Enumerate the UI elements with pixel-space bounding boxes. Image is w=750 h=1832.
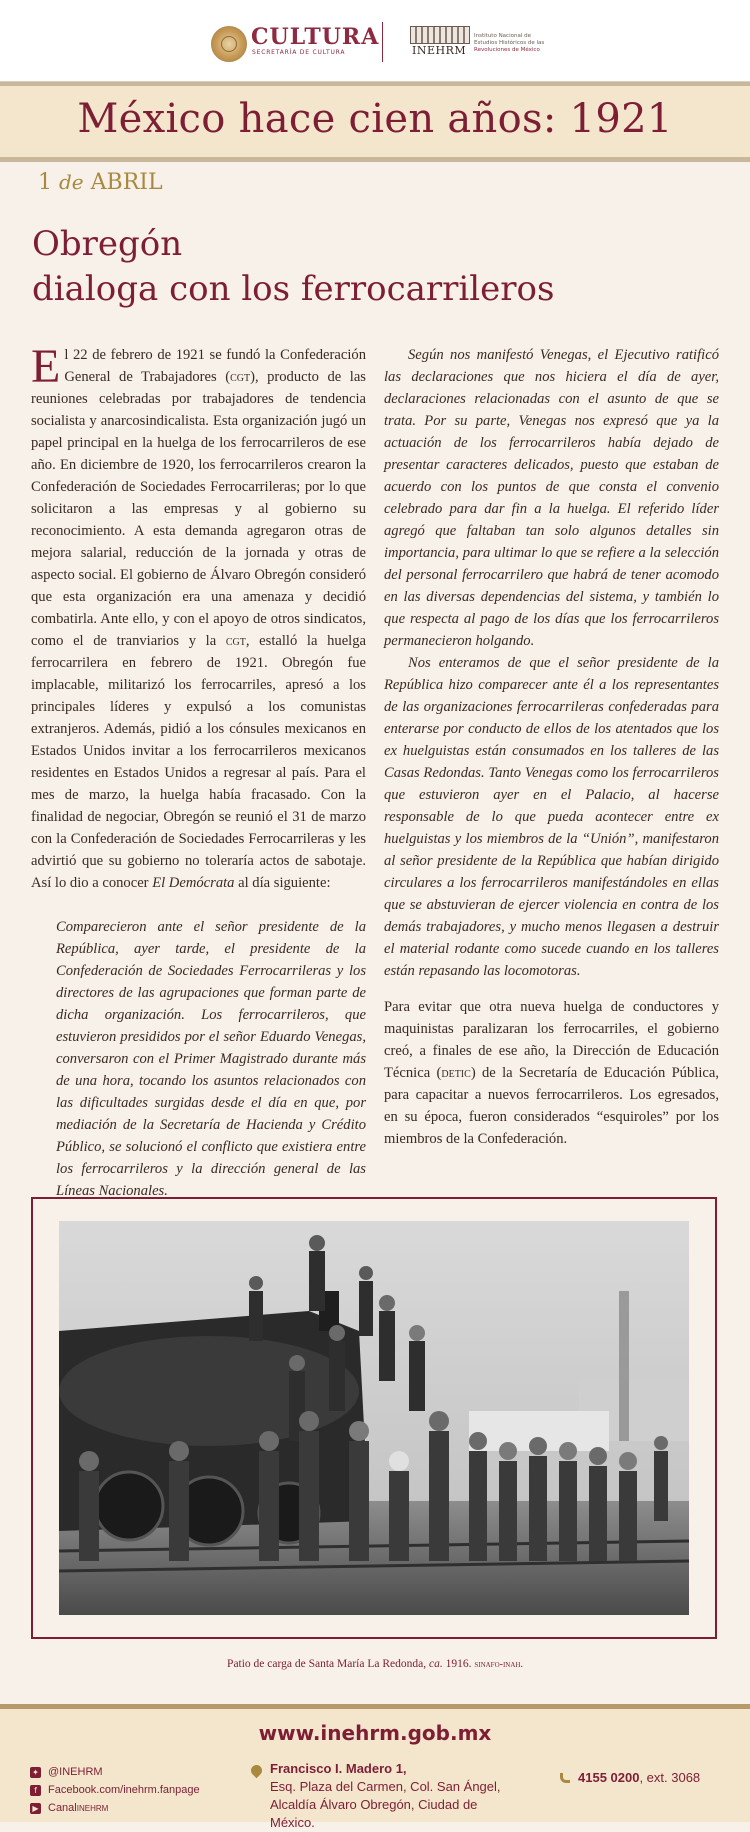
website-link[interactable]: www.inehrm.gob.mx	[258, 1721, 492, 1745]
abbr-cgt: cgt	[225, 633, 246, 649]
phone-extension: , ext. 3068	[639, 1770, 701, 1785]
text-run: l 22 de febrero de 1921 se fundó la Confederación General de Trabajadores (	[64, 347, 366, 385]
newspaper-quote: Comparecieron ante el señor presidente de la República, ayer tarde, el presidente de la Confederación de Sociedades Ferrocarrileras y los directores de las agrupaciones que forman parte de dicha organización. Los ferrocarrileros, que estuvieron presididos por el señor Eduardo Venegas, conversaron con el Primer Magistrado durante más de una hora, tocando los asuntos relacionados con las dificultades surgidas desde el día en que, por mediación de la Secretaría de Hacienda y Crédito Público, se solucionó el conflicto que existiera entre los ferrocarrileros y la dirección general de las Líneas Nacionales.	[56, 919, 366, 1199]
twitter-link[interactable]	[30, 1763, 230, 1781]
date-day: 1	[38, 170, 52, 195]
twitter-icon: ✦	[30, 1767, 41, 1778]
youtube-link[interactable]	[30, 1799, 230, 1817]
text-run: , estalló la huelga ferrocarrilera en febrero de 1921. Obregón fue implacable, militarizó los ferrocarriles, apresó a los principales líderes y expulsó a los comunistas extranjeros. Además, pidió a los cónsules mexicanos en Estados Unidos invitar a los ferrocarrileros mexicanos residentes en Estados Unidos a regresar al país. Para el mes de marzo, la huelga había fracasado. Con la finalidad de negociar, Obregón se reunió el 31 de marzo con la Confederación de Sociedades Ferrocarrileras y les advirtió que su gobierno no toleraría actos de sabotaje. Así lo dio a conocer	[31, 633, 367, 891]
abbr-cgt: cgt	[230, 369, 251, 385]
historical-photo	[59, 1221, 689, 1615]
text-run: ) de la Secretaría de Educación Pública, para capacitar a nuevos ferrocarrileros. Los egresados, en su época, fueron considerados “esquiroles” por los miembros de la Confederación.	[384, 1065, 719, 1147]
abbr-detic: detic	[441, 1065, 471, 1081]
logo-divider	[382, 22, 383, 62]
inehrm-desc-line: Revoluciones de México	[474, 47, 540, 53]
photo-caption	[0, 1658, 750, 1670]
photo-frame	[31, 1197, 717, 1639]
article-right-column	[384, 344, 719, 1150]
cultura-logo-word: CULTURA	[251, 24, 380, 50]
article-headline	[32, 222, 722, 312]
facebook-page: Facebook.com/inehrm.fanpage	[48, 1784, 200, 1796]
date-line	[38, 170, 163, 195]
footer	[0, 1704, 750, 1830]
caption-text: Patio de carga de Santa María La Redonda,	[227, 1658, 429, 1670]
address-line: Francisco I. Madero 1,	[270, 1761, 407, 1776]
location-pin-icon	[249, 1763, 265, 1779]
quote-paragraph-1: Según nos manifestó Venegas, el Ejecutivo ratificó las declaraciones que nos hiciera el día de ayer, declaraciones relacionadas con el asunto de que se trata. Por su parte, Venegas nos expresó que ya la actuación de los ferrocarrileros había dejado de presentar caracteres delicados, puesto que estaban de acuerdo con los puntos de que consta el convenio celebrado para dar fin a la huelga. El referido líder agregó que faltaban tan solo algunos detalles sin importancia, para ultimar lo que se refiere a la selección del personal ferrocarrilero que habrá de tener acomodo en las diversas dependencias del sistema, y también lo que respecta al pago de los días que los ferrocarrileros permanecieron holgando.	[384, 347, 719, 649]
social-links	[30, 1763, 230, 1817]
seal-icon	[211, 26, 247, 62]
text-run: ), producto de las reuniones celebradas por trabajadores de tendencia socialista y anarcosindicalista. Esta organización jugó un papel principal en la huelga de los ferrocarrileros de ese año. En diciembre de 1920, los ferrocarrileros crearon la Confederación de Sociedades Ferrocarrileras; por lo que solicitaron a las empresas y al gobierno su reconocimiento. A esta demanda agregaron otras de mejora salarial, reducción de la jornada y otras de aspecto social. El gobierno de Álvaro Obregón consideró que esta organización era una amenaza y decidió combatirla. Ante ello, y con el apoyo de otros sindicatos, como el de tranviarios y la	[31, 369, 366, 649]
youtube-icon: ▶	[30, 1803, 41, 1814]
logo-bar	[0, 0, 750, 82]
phone-block	[560, 1770, 700, 1785]
text-run: al día siguiente:	[234, 875, 331, 891]
inehrm-desc-line: Estudios Históricos de las	[474, 40, 545, 46]
locomotive-photo-illustration	[59, 1221, 689, 1615]
caption-text: 1916.	[442, 1658, 475, 1670]
text-run: Para evitar que otra nueva huelga de conductores y maquinistas paralizaran los ferrocarriles, el gobierno creó, a finales de ese año, la Dirección de Educación Técnica (	[384, 999, 719, 1081]
facebook-link[interactable]	[30, 1781, 230, 1799]
inehrm-logo-description	[474, 33, 554, 54]
caption-circa: ca.	[428, 1658, 443, 1670]
inehrm-logo-word: INEHRM	[412, 44, 467, 57]
newspaper-name: El Demócrata	[152, 875, 235, 891]
caption-credit: sinafo-inah.	[474, 1659, 523, 1670]
facebook-icon: f	[30, 1785, 41, 1796]
youtube-channel: inehrm	[76, 1802, 109, 1814]
cultura-logo-subtitle: SECRETARÍA DE CULTURA	[252, 49, 346, 56]
headline-line-1: Obregón	[32, 224, 183, 264]
phone-number: 4155 0200	[578, 1770, 640, 1785]
inehrm-desc-line: Instituto Nacional de	[474, 33, 531, 39]
phone-icon	[560, 1773, 570, 1783]
drop-cap: E	[31, 340, 61, 393]
closing-paragraph	[384, 996, 719, 1150]
twitter-handle: @INEHRM	[48, 1766, 103, 1778]
youtube-label: Canal	[48, 1802, 77, 1814]
inehrm-building-icon	[410, 26, 470, 44]
date-connector: de	[59, 170, 84, 194]
page-title: México hace cien años: 1921	[77, 96, 673, 142]
article-intro-paragraph	[31, 340, 367, 894]
address-line: Alcaldía Álvaro Obregón, Ciudad de México.	[270, 1797, 478, 1830]
address-line: Esq. Plaza del Carmen, Col. San Ángel,	[270, 1779, 501, 1794]
quote-paragraph-2: Nos enteramos de que el señor presidente de la República hizo comparecer ante él a los representantes de las organizaciones ferrocarrileras confederadas para enterarse por conducto de ellos de los atentados que los ex huelguistas están consumados en los talleres de las Casas Redondas. Tanto Venegas como los ferrocarrileros que estuvieron ayer en el Palacio, al hacerse responsable de lo que pueda acontecer entre ex huelguistas y los miembros de la “Unión”, manifestaron al señor presidente de la República que habían dirigido circulares a los ferrocarrileros manifestándoles en ellas que se abstuvieran de ejercer violencia en contra de los demás trabajadores, y mucho menos llegasen a destruir el material rodante como sucede cuando en los talleres están repasando las locomotoras.	[384, 655, 719, 979]
article-left-column	[31, 340, 367, 1202]
headline-line-2: dialoga con los ferrocarrileros	[32, 269, 555, 309]
date-month: ABRIL	[90, 170, 163, 195]
title-banner	[0, 82, 750, 162]
